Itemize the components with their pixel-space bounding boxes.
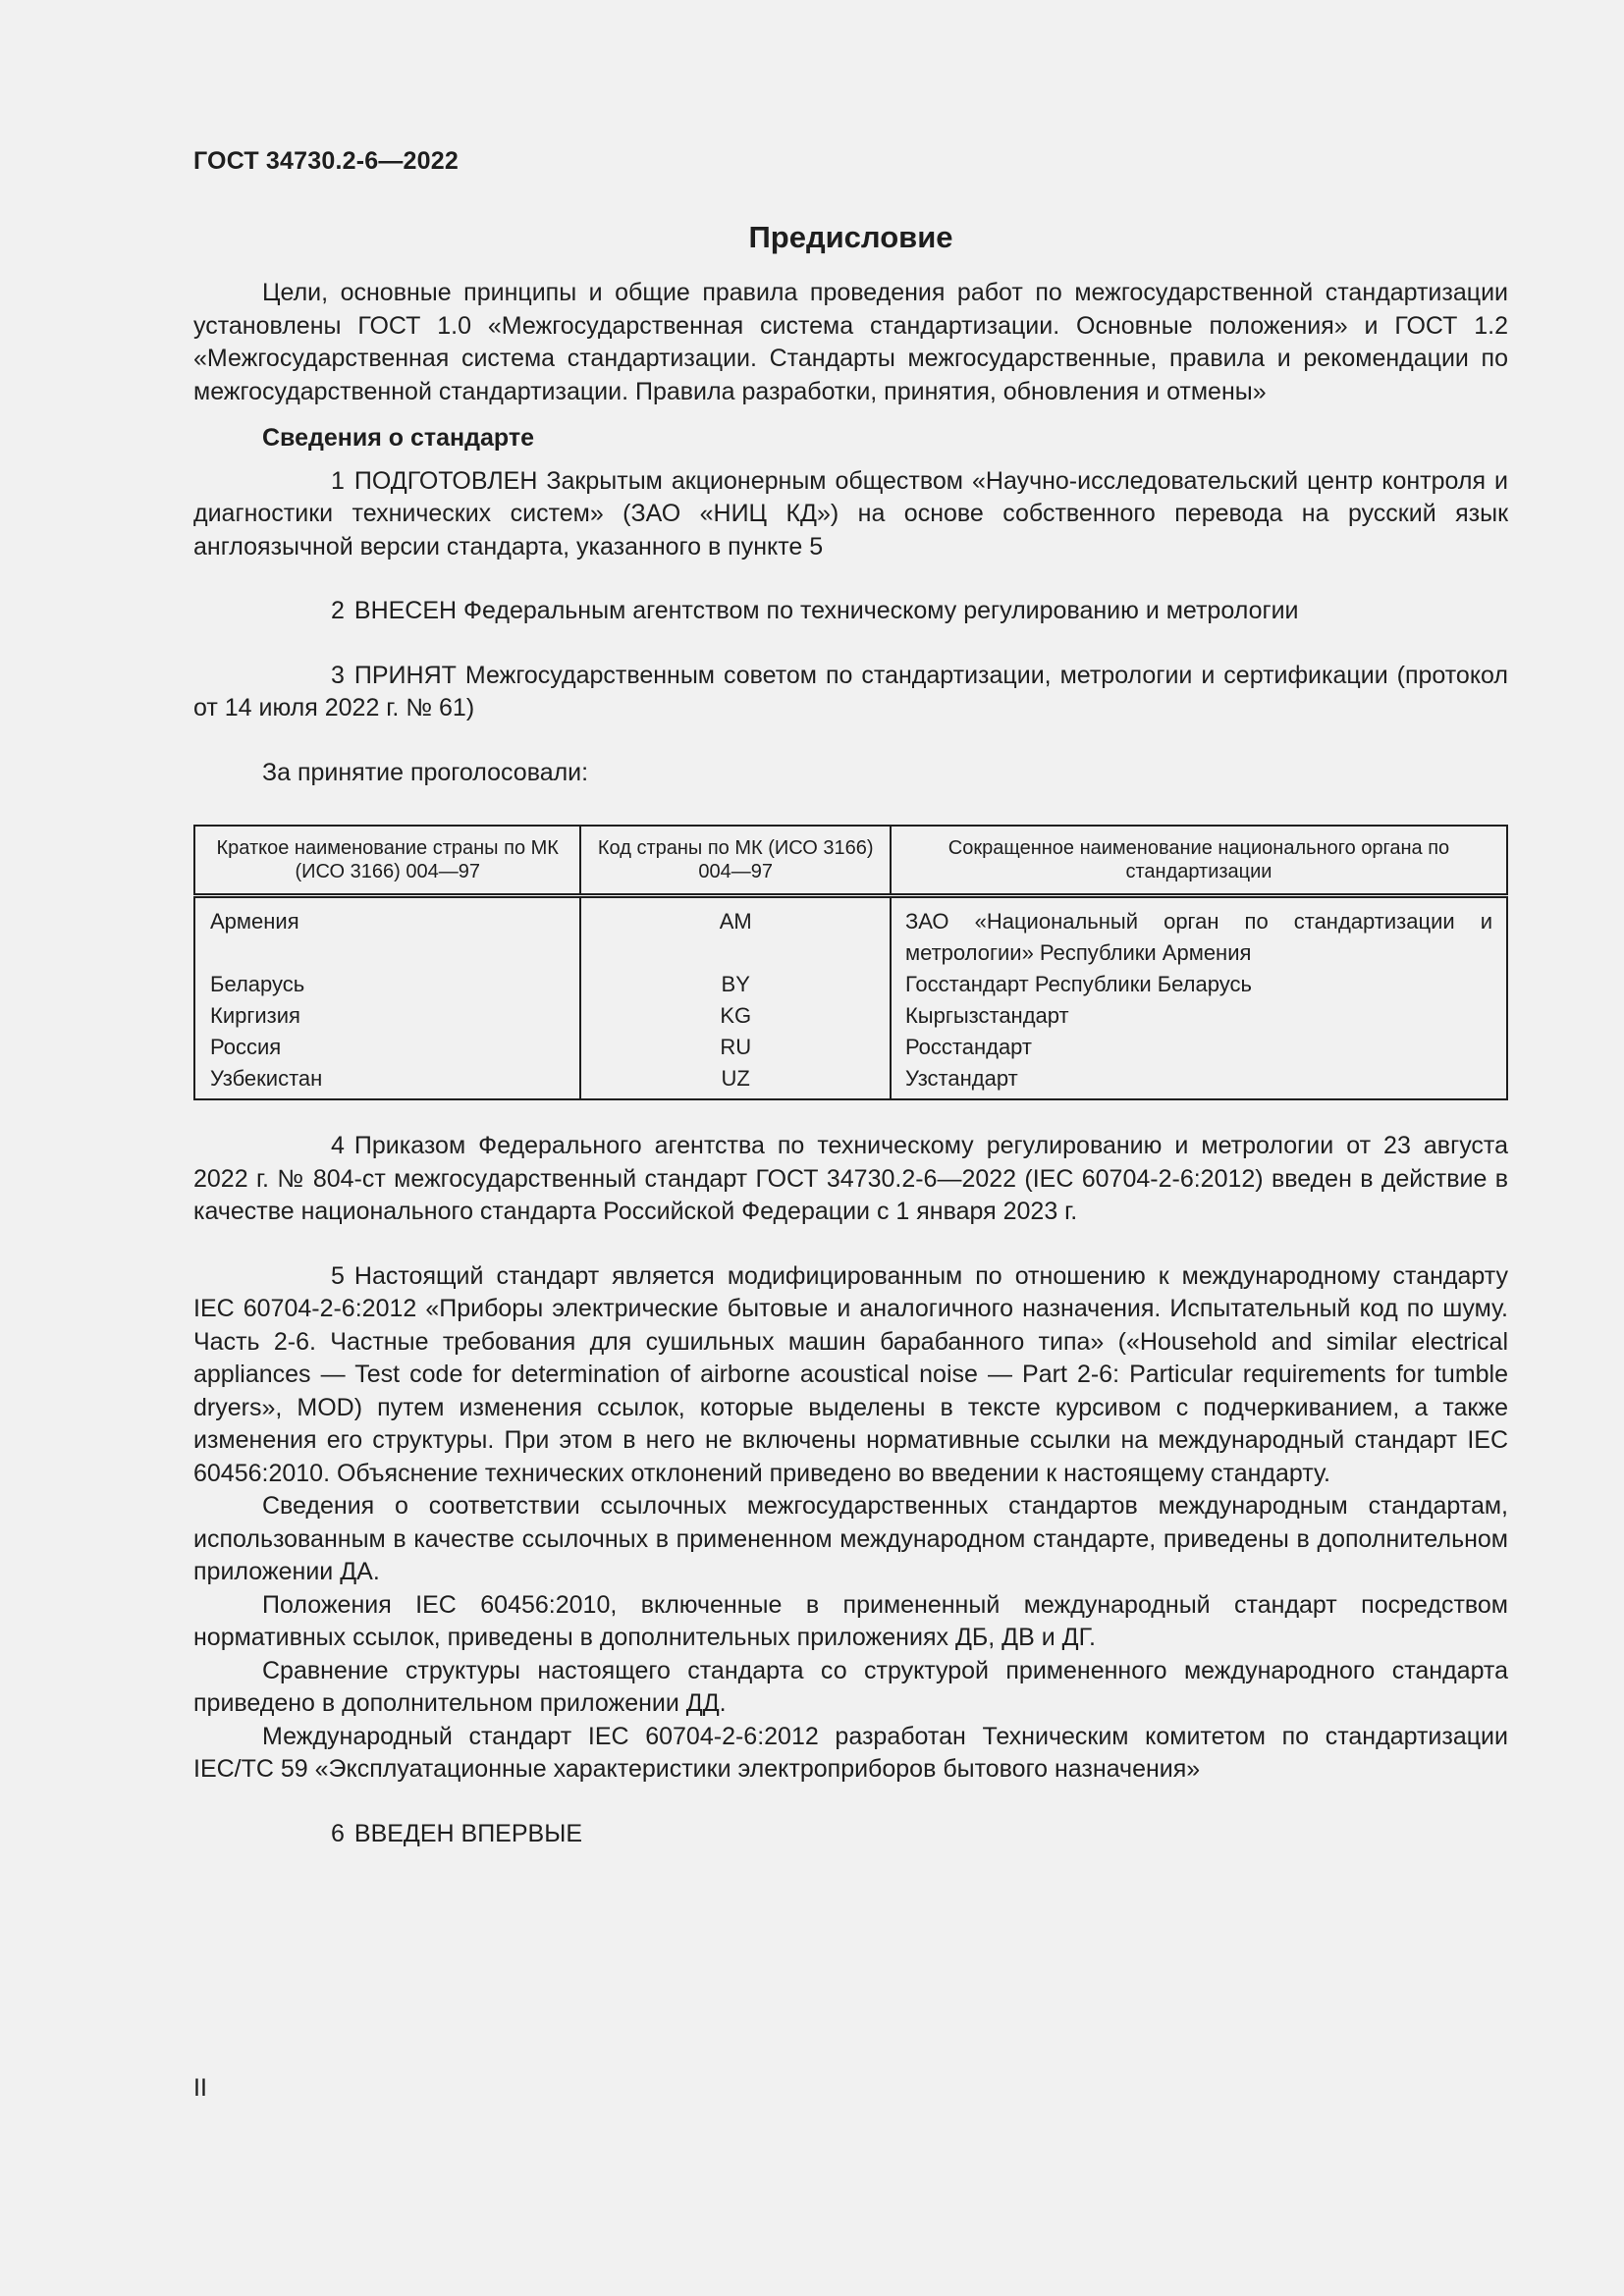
- country-cell: Киргизия: [210, 1003, 300, 1028]
- country-cell: Россия: [210, 1035, 282, 1059]
- content-area: [193, 218, 1508, 1850]
- page-number: II: [193, 2074, 207, 2102]
- item-text: ВВЕДЕН ВПЕРВЫЕ: [353, 1819, 583, 1847]
- countries-table: [193, 825, 1508, 1100]
- voted-label: За принятие проголосовали:: [262, 758, 589, 786]
- item-5-paragraph: Международный стандарт IEC 60704-2-6:2012 разработан Техническим комитетом по стандартизации IEC/TC 59 «Эксплуатационные характеристики электроприборов бытового назначения»: [193, 1722, 1508, 1783]
- item-text: ВНЕСЕН Федеральным агентством по техническому регулированию и метрологии: [353, 597, 1299, 624]
- item-number: 3: [331, 661, 345, 689]
- item-4: [193, 1130, 1508, 1229]
- table-row: [194, 969, 1507, 1000]
- item-5-paragraph: Сведения о соответствии ссылочных межгосударственных стандартов международным стандартам, использованным в качестве ссылочных в примененном международном стандарте, приведены в дополнительном приложении ДА.: [193, 1492, 1508, 1585]
- item-text: ПРИНЯТ Межгосударственным советом по стандартизации, метрологии и сертификации (протокол от 14 июля 2022 г. № 61): [193, 661, 1508, 721]
- page-title: Предисловие: [748, 220, 953, 254]
- item-number: 4: [331, 1132, 345, 1159]
- item-text: ПОДГОТОВЛЕН Закрытым акционерным обществом «Научно-исследовательский центр контроля и диагностики технических систем» (ЗАО «НИЦ КД») на основе собственного перевода на русский язык англоязычной версии стандарта, указанного в пункте 5: [193, 466, 1508, 561]
- code-cell: RU: [580, 1032, 890, 1063]
- code-cell: AM: [580, 896, 890, 970]
- item-text: Настоящий стандарт является модифицированным по отношению к международному стандарту IEC 60704-2-6:2012 «Приборы электрические бытовые и аналогичного назначения. Испытательный код по шуму. Часть 2-6. Частные требования для сушильных машин барабанного типа» («Household and similar electrical appliances — Test code for determination of airborne acoustical noise — Part 2-6: Particular requirements for tumble dryers», MOD) путем изменения ссылок, которые выделены в тексте курсивом с подчеркиванием, а также изменения его структуры. При этом в него не включены нормативные ссылки на международный стандарт IEC 60456:2010. Объяснение технических отклонений приведено во введении к настоящему стандарту.: [193, 1261, 1508, 1487]
- code-cell: BY: [580, 969, 890, 1000]
- code-cell: KG: [580, 1000, 890, 1032]
- country-cell: Беларусь: [210, 972, 305, 996]
- item-number: 5: [331, 1261, 345, 1290]
- item-2: [193, 595, 1508, 628]
- table-row: [194, 1063, 1507, 1099]
- code-cell: UZ: [580, 1063, 890, 1099]
- org-cell: Кыргызстандарт: [891, 1000, 1507, 1032]
- item-number: 1: [331, 466, 345, 495]
- item-5-paragraph: Сравнение структуры настоящего стандарта со структурой примененного международного стандарта приведено в дополнительном приложении ДД.: [193, 1656, 1508, 1717]
- intro-paragraph: Цели, основные принципы и общие правила проведения работ по межгосударственной стандартизации установлены ГОСТ 1.0 «Межгосударственная система стандартизации. Основные положения» и ГОСТ 1.2 «Межгосударственная система стандартизации. Стандарты межгосударственные, правила и рекомендации по межгосударственной стандартизации. Правила разработки, принятия, обновления и отмены»: [193, 279, 1508, 405]
- document-code: ГОСТ 34730.2-6—2022: [193, 147, 459, 175]
- org-cell: Госстандарт Республики Беларусь: [891, 969, 1507, 1000]
- table-header-row: [194, 826, 1507, 896]
- standard-info-heading: Сведения о стандарте: [262, 424, 535, 452]
- item-6: [193, 1818, 1508, 1851]
- table-row: [194, 1032, 1507, 1063]
- item-number: 2: [331, 597, 345, 624]
- item-5: [193, 1260, 1508, 1491]
- country-cell: Армения: [210, 909, 299, 934]
- item-text: Приказом Федерального агентства по техническому регулированию и метрологии от 23 августа 2022 г. № 804-ст межгосударственный стандарт ГОСТ 34730.2-6—2022 (IEC 60704-2-6:2012) введен в действие в качестве национального стандарта Российской Федерации с 1 января 2023 г.: [193, 1132, 1508, 1225]
- header-country-name: Краткое наименование страны по МК (ИСО 3166) 004—97: [194, 826, 580, 896]
- org-cell: ЗАО «Национальный орган по стандартизации и метрологии» Республики Армения: [891, 896, 1507, 970]
- item-3: [193, 660, 1508, 725]
- header-national-body: Сокращенное наименование национального органа по стандартизации: [891, 826, 1507, 896]
- table-row: [194, 896, 1507, 970]
- org-cell: Росстандарт: [891, 1032, 1507, 1063]
- item-1: [193, 465, 1508, 564]
- item-5-paragraph: Положения IEC 60456:2010, включенные в примененный международный стандарт посредством нормативных ссылок, приведены в дополнительных приложениях ДБ, ДВ и ДГ.: [193, 1590, 1508, 1651]
- country-cell: Узбекистан: [210, 1066, 323, 1091]
- org-cell: Узстандарт: [891, 1063, 1507, 1099]
- table-row: [194, 1000, 1507, 1032]
- header-country-code: Код страны по МК (ИСО 3166) 004—97: [580, 826, 890, 896]
- item-number: 6: [331, 1819, 345, 1847]
